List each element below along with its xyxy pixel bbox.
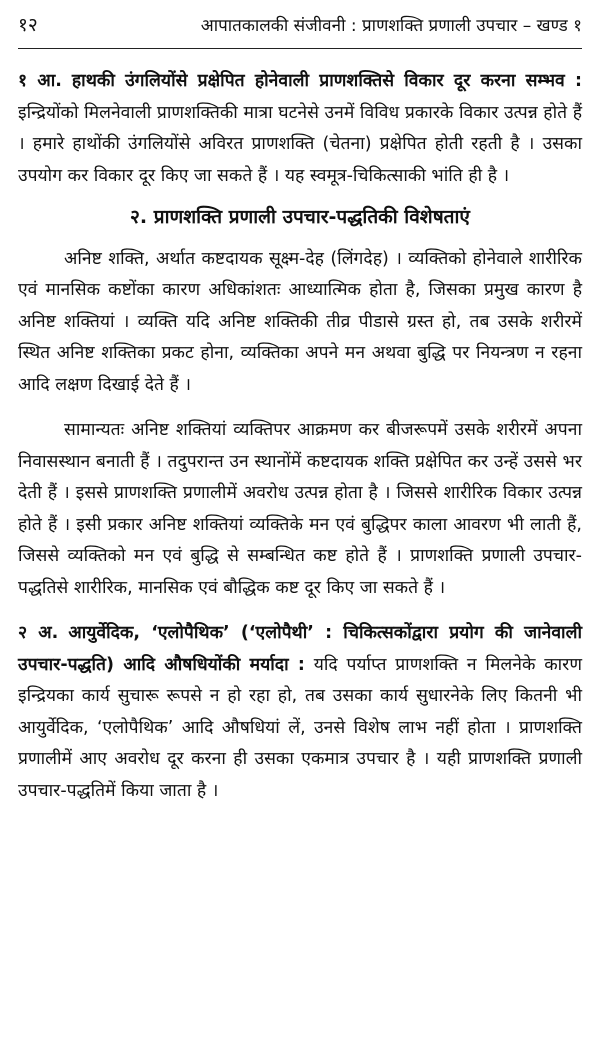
section-2a-heading: आयुर्वेदिक, ‘एलोपैथिक’ (‘एलोपैथी’ : चिकित्सकोंद्वारा प्रयोग की जानेवाली उपचार-पद्धति) आदि औषधियोंकी मर्यादा :: [18, 623, 582, 675]
section-2a-label: २ अ.: [18, 623, 59, 643]
section-2-heading: २. प्राणशक्ति प्रणाली उपचार-पद्धतिकी विशेषताएं: [130, 206, 470, 228]
section-2a-paragraph: [18, 618, 582, 807]
paragraph-gap: [18, 604, 582, 618]
running-title: आपातकालकी संजीवनी : प्राणशक्ति प्रणाली उपचार – खण्ड १: [200, 15, 582, 36]
page-number: १२: [18, 14, 38, 36]
section-1a-paragraph: [18, 66, 582, 192]
page-content: [18, 66, 582, 807]
section-2-paragraph-2: सामान्यतः अनिष्ट शक्तियां व्यक्तिपर आक्रमण कर बीजरूपमें उसके शरीरमें अपना निवासस्थान बनाती हैं । तदुपरान्त उन स्थानोंमें कष्टदायक शक्ति प्रक्षेपित कर उन्हें उससे भर देती हैं । इससे प्राणशक्ति प्रणालीमें अवरोध उत्पन्न होता है । जिससे शारीरिक विकार उत्पन्न होते हैं । इसी प्रकार अनिष्ट शक्तियां व्यक्तिके मन एवं बुद्धिपर काला आवरण भी लाती हैं, जिससे व्यक्तिको मन एवं बुद्धि से सम्बन्धित कष्ट होते हैं । प्राणशक्ति प्रणाली उपचार-पद्धतिसे शारीरिक, मानसिक एवं बौद्धिक कष्ट दूर किए जा सकते हैं ।: [18, 420, 582, 598]
section-1a-body: इन्द्रियोंको मिलनेवाली प्राणशक्तिकी मात्रा घटनेसे उनमें विविध प्रकारके विकार उत्पन्न होते हैं । हमारे हाथोंकी उंगलियोंसे अविरत प्राणशक्ति (चेतना) प्रक्षेपित होती रहती है । उसका उपयोग कर विकार दूर किए जा सकते हैं । यह स्वमूत्र-चिकित्साकी भांति ही है ।: [18, 102, 582, 186]
paragraph-gap: [18, 401, 582, 415]
section-1a-label: १ आ.: [18, 71, 62, 91]
section-1a-heading: हाथकी उंगलियोंसे प्रक्षेपित होनेवाली प्राणशक्तिसे विकार दूर करना सम्भव :: [71, 71, 582, 91]
section-2a-body: यदि पर्याप्त प्राणशक्ति न मिलनेके कारण इन्द्रियका कार्य सुचारू रूपसे न हो रहा हो, तब उसका कार्य सुधारनेके लिए कितनी भी आयुर्वेदिक, ‘एलोपैथिक’ आदि औषधियां लें, उनसे विशेष लाभ नहीं होता । प्राणशक्ति प्रणालीमें आए अवरोध दूर करना ही उसका एकमात्र उपचार है । यही प्राणशक्ति प्रणाली उपचार-पद्धतिमें किया जाता है ।: [18, 654, 582, 801]
running-header: [18, 0, 582, 49]
section-2-paragraph-1: अनिष्ट शक्ति, अर्थात कष्टदायक सूक्ष्म-देह (लिंगदेह) । व्यक्तिको होनेवाले शारीरिक एवं मानसिक कष्टोंका कारण अधिकांशतः आध्यात्मिक होता है, जिसका प्रमुख कारण है अनिष्ट शक्तियां । व्यक्ति यदि अनिष्ट शक्तिकी तीव्र पीडासे ग्रस्त हो, तब उसके शरीरमें स्थित अनिष्ट शक्तिका प्रकट होना, व्यक्तिका अपने मन अथवा बुद्धि पर नियन्त्रण न रहना आदि लक्षण दिखाई देते हैं ।: [18, 248, 582, 395]
